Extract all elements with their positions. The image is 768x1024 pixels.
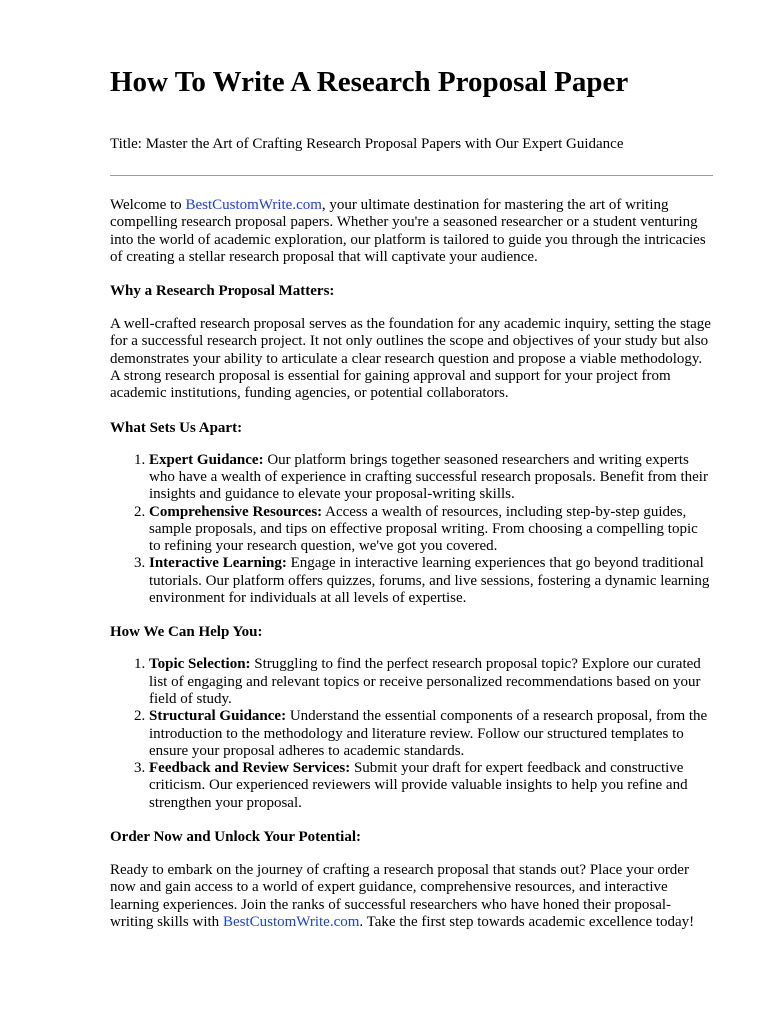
order-site-link[interactable]: BestCustomWrite.com xyxy=(222,913,360,930)
section-heading-order: Order Now and Unlock Your Potential: xyxy=(110,829,361,846)
list-item-text: Access a wealth of resources, including step-by-step guides, sample proposals, and tips on effective proposal writing. From choosing a compelling topic to refining your research question, we've got you covered. xyxy=(149,503,698,555)
list-item-text: Our platform brings together seasoned researchers and writing experts who have a wealth of experience in crafting successful research proposals. Benefit from their insights and guidance to elevate your proposal-writing skills. xyxy=(149,451,708,503)
order-paragraph xyxy=(110,862,712,931)
intro-text-end: , your ultimate destination for mastering the art of writing compelling research proposal papers. Whether you're a seasoned researcher or a student venturing into the world of academic exploration, our platform is tailored to guide you through the intricacies of creating a stellar research proposal that will captivate your audience. xyxy=(110,197,706,265)
list-item-text: Engage in interactive learning experiences that go beyond traditional tutorials. Our platform offers quizzes, forums, and live sessions, fostering a dynamic learning environment for individuals at all levels of expertise. xyxy=(149,555,710,607)
list-item-label: Interactive Learning: xyxy=(149,555,287,572)
intro-paragraph xyxy=(110,197,712,266)
section-paragraph-why: A well-crafted research proposal serves as the foundation for any academic inquiry, setting the stage for a successful research project. It not only outlines the scope and objectives of your study but also demonstrates your ability to articulate a clear research question and propose a viable methodology. A strong research proposal is essential for gaining approval and support for your project from academic institutions, funding agencies, or potential collaborators. xyxy=(110,316,711,402)
list-item xyxy=(149,555,712,607)
document-subtitle: Title: Master the Art of Crafting Research Proposal Papers with Our Expert Guidance xyxy=(110,136,624,152)
list-item-label: Topic Selection: xyxy=(149,656,251,673)
apart-list xyxy=(110,452,712,608)
help-list xyxy=(110,656,712,812)
intro-site-link[interactable]: BestCustomWrite.com xyxy=(185,197,322,213)
list-item-text: Struggling to find the perfect research proposal topic? Explore our curated list of engaging and relevant topics or receive personalized recommendations based on your field of study. xyxy=(149,656,701,707)
list-item-label: Expert Guidance: xyxy=(149,451,264,468)
list-item xyxy=(149,708,712,760)
horizontal-divider xyxy=(110,175,713,176)
list-item xyxy=(149,452,712,504)
list-item-label: Feedback and Review Services: xyxy=(149,760,351,777)
list-item xyxy=(149,760,712,812)
list-item-text: Understand the essential components of a research proposal, from the introduction to the methodology and literature review. Follow our structured templates to ensure your proposal adheres to academic standards. xyxy=(149,708,708,759)
order-text-end: . Take the first step towards academic excellence today! xyxy=(359,913,695,930)
section-heading-help: How We Can Help You: xyxy=(110,624,263,641)
intro-text-start: Welcome to xyxy=(110,197,186,213)
list-item xyxy=(149,504,712,556)
section-heading-apart: What Sets Us Apart: xyxy=(110,419,243,436)
list-item-label: Comprehensive Resources: xyxy=(149,503,323,520)
list-item xyxy=(149,656,712,708)
section-heading-why: Why a Research Proposal Matters: xyxy=(110,283,335,300)
order-text-start: Ready to embark on the journey of crafting a research proposal that stands out? Place your order now and gain access to a world of expert guidance, comprehensive resources, and interactive learning experiences. Join the ranks of successful researchers who have honed their proposal-writing skills with xyxy=(110,862,689,930)
page-title: How To Write A Research Proposal Paper xyxy=(110,66,629,98)
list-item-text: Submit your draft for expert feedback and constructive criticism. Our experienced reviewers will provide valuable insights to help you refine and strengthen your proposal. xyxy=(149,760,688,811)
list-item-label: Structural Guidance: xyxy=(149,708,287,725)
